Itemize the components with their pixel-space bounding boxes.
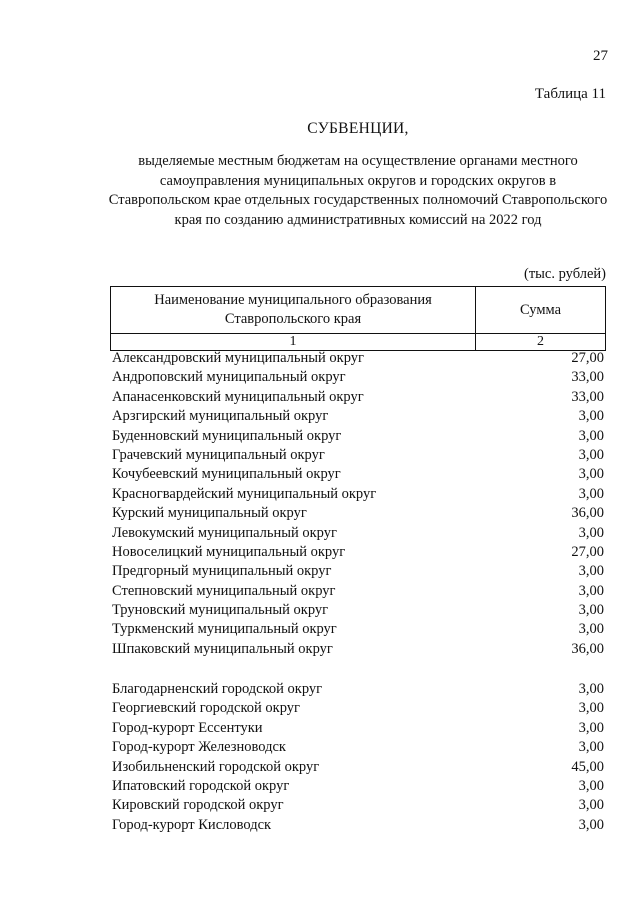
row-amount: 3,00 <box>578 582 604 599</box>
table-row <box>112 524 604 543</box>
row-name: Шпаковский муниципальный округ <box>112 640 333 657</box>
row-amount: 3,00 <box>578 466 604 483</box>
row-name: Апанасенковский муниципальный округ <box>112 388 364 405</box>
column-header-name: Наименование муниципального образования Ставропольского края <box>111 287 476 334</box>
row-amount: 3,00 <box>578 797 604 814</box>
municipal-districts-list <box>112 349 604 659</box>
row-amount: 3,00 <box>578 563 604 580</box>
row-amount: 3,00 <box>578 621 604 638</box>
row-amount: 36,00 <box>571 505 604 522</box>
row-amount: 3,00 <box>578 719 604 736</box>
row-amount: 3,00 <box>578 446 604 463</box>
table-row <box>112 680 604 699</box>
table-row <box>112 349 604 368</box>
row-name: Курский муниципальный округ <box>112 505 307 522</box>
table-row <box>112 504 604 523</box>
row-amount: 27,00 <box>571 543 604 560</box>
units-label: (тыс. рублей) <box>524 266 606 282</box>
row-name: Степновский муниципальный округ <box>112 582 336 599</box>
row-amount: 3,00 <box>578 485 604 502</box>
row-name: Новоселицкий муниципальный округ <box>112 543 346 560</box>
table-row <box>112 407 604 426</box>
row-name: Изобильненский городской округ <box>112 758 320 775</box>
row-name: Ипатовский городской округ <box>112 777 290 794</box>
table-row <box>112 562 604 581</box>
row-name: Левокумский муниципальный округ <box>112 524 337 541</box>
row-amount: 33,00 <box>571 388 604 405</box>
table-row <box>112 543 604 562</box>
row-amount: 36,00 <box>571 640 604 657</box>
document-heading: СУБВЕНЦИИ, <box>307 120 409 137</box>
column-number-1: 1 <box>111 334 476 351</box>
row-name: Георгиевский городской округ <box>112 700 300 717</box>
table-row <box>112 699 604 718</box>
row-name: Грачевский муниципальный округ <box>112 446 325 463</box>
table-row <box>112 777 604 796</box>
table-row <box>112 640 604 659</box>
column-header-amount: Сумма <box>476 287 606 334</box>
row-amount: 3,00 <box>578 816 604 833</box>
row-name: Город-курорт Кисловодск <box>112 816 272 833</box>
row-name: Александровский муниципальный округ <box>112 350 364 366</box>
table-row <box>112 758 604 777</box>
table-header <box>110 286 606 351</box>
table-row <box>112 485 604 504</box>
table-row <box>112 719 604 738</box>
row-name: Город-курорт Железноводск <box>112 739 286 756</box>
row-amount: 3,00 <box>578 524 604 541</box>
row-amount: 3,00 <box>578 777 604 794</box>
row-amount: 3,00 <box>578 681 604 697</box>
column-number-2: 2 <box>476 334 606 351</box>
row-name: Буденновский муниципальный округ <box>112 427 342 444</box>
table-row <box>112 620 604 639</box>
table-row <box>112 738 604 757</box>
table-row <box>112 427 604 446</box>
table-row <box>112 601 604 620</box>
row-amount: 3,00 <box>578 700 604 717</box>
row-name: Арзгирский муниципальный округ <box>112 408 329 425</box>
table-row <box>112 368 604 387</box>
row-amount: 3,00 <box>578 602 604 619</box>
table-row <box>112 582 604 601</box>
document-subheading: выделяемые местным бюджетам на осуществление органами местного самоуправления муниципальных округов и городских округов в Ставропольском крае отдельных государственных полномочий Ставропольского края по созданию административных комиссий на 2022 год <box>108 153 608 228</box>
row-amount: 3,00 <box>578 739 604 756</box>
row-name: Андроповский муниципальный округ <box>112 369 346 386</box>
row-amount: 45,00 <box>571 758 604 775</box>
table-row <box>112 446 604 465</box>
row-name: Предгорный муниципальный округ <box>112 563 332 580</box>
table-label: Таблица 11 <box>534 86 606 102</box>
table-row <box>112 816 604 835</box>
table-row <box>112 796 604 815</box>
table-row <box>112 388 604 407</box>
table-row <box>112 465 604 484</box>
row-name: Труновский муниципальный округ <box>112 602 329 619</box>
row-amount: 3,00 <box>578 427 604 444</box>
row-name: Кировский городской округ <box>112 797 284 814</box>
row-amount: 27,00 <box>571 350 604 366</box>
row-name: Красногвардейский муниципальный округ <box>112 485 377 502</box>
city-districts-list <box>112 680 604 835</box>
page-number: 27 <box>593 48 608 64</box>
row-amount: 33,00 <box>571 369 604 386</box>
row-name: Кочубеевский муниципальный округ <box>112 466 341 483</box>
row-amount: 3,00 <box>578 408 604 425</box>
row-name: Благодарненский городской округ <box>112 681 323 697</box>
row-name: Туркменский муниципальный округ <box>112 621 337 638</box>
row-name: Город-курорт Ессентуки <box>112 719 263 736</box>
